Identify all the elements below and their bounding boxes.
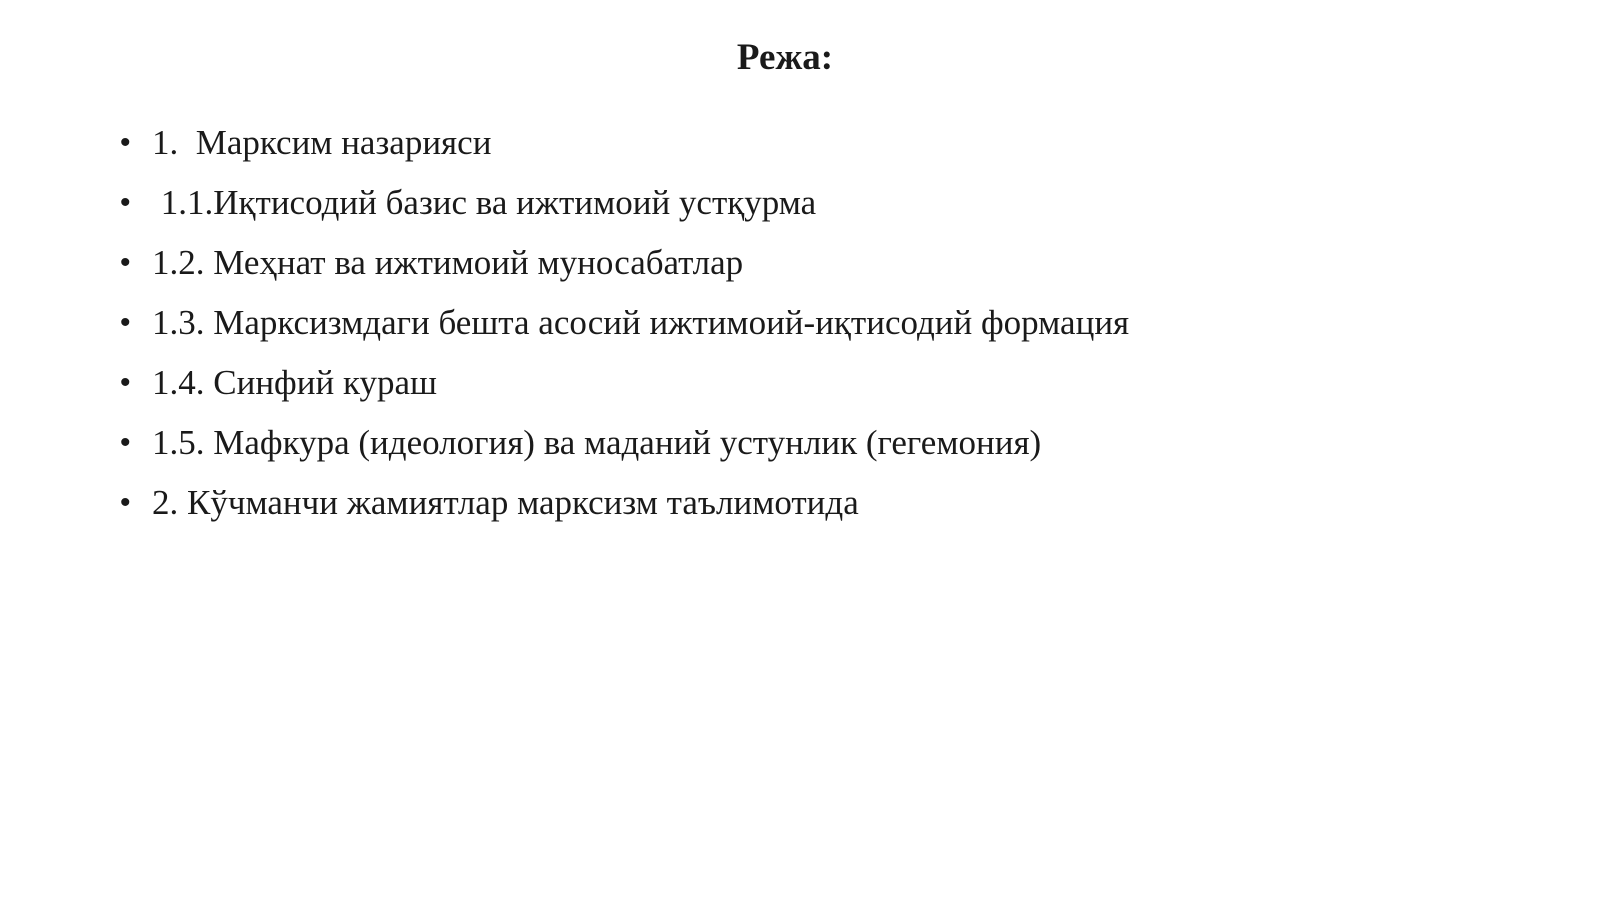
list-item-text: 1.3. Марксизмдаги бешта асосий ижтимоий-иқтисодий формация — [152, 303, 1130, 342]
bullet-icon: • — [120, 186, 131, 219]
list-item-text: 1.5. Мафкура (идеология) ва маданий устунлик (гегемония) — [152, 423, 1042, 462]
slide-title — [0, 34, 1600, 82]
bullet-icon: • — [120, 246, 131, 279]
bullet-icon: • — [120, 306, 131, 339]
bullet-icon: • — [120, 126, 131, 159]
list-item-text: 1.1.Иқтисодий базис ва ижтимоий устқурма — [152, 183, 817, 222]
bullet-icon: • — [120, 366, 131, 399]
list-item-text: 2. Кўчманчи жамиятлар марксизм таълимотида — [152, 483, 859, 522]
bullet-icon: • — [120, 426, 131, 459]
slide-title-text: Режа: — [736, 37, 834, 78]
list-item-text: 1. Марксим назарияси — [152, 123, 492, 162]
bullet-icon: • — [120, 486, 131, 519]
list-item-text: 1.2. Меҳнат ва ижтимоий муносабатлар — [152, 243, 744, 282]
list-item-text: 1.4. Синфий кураш — [152, 363, 437, 402]
